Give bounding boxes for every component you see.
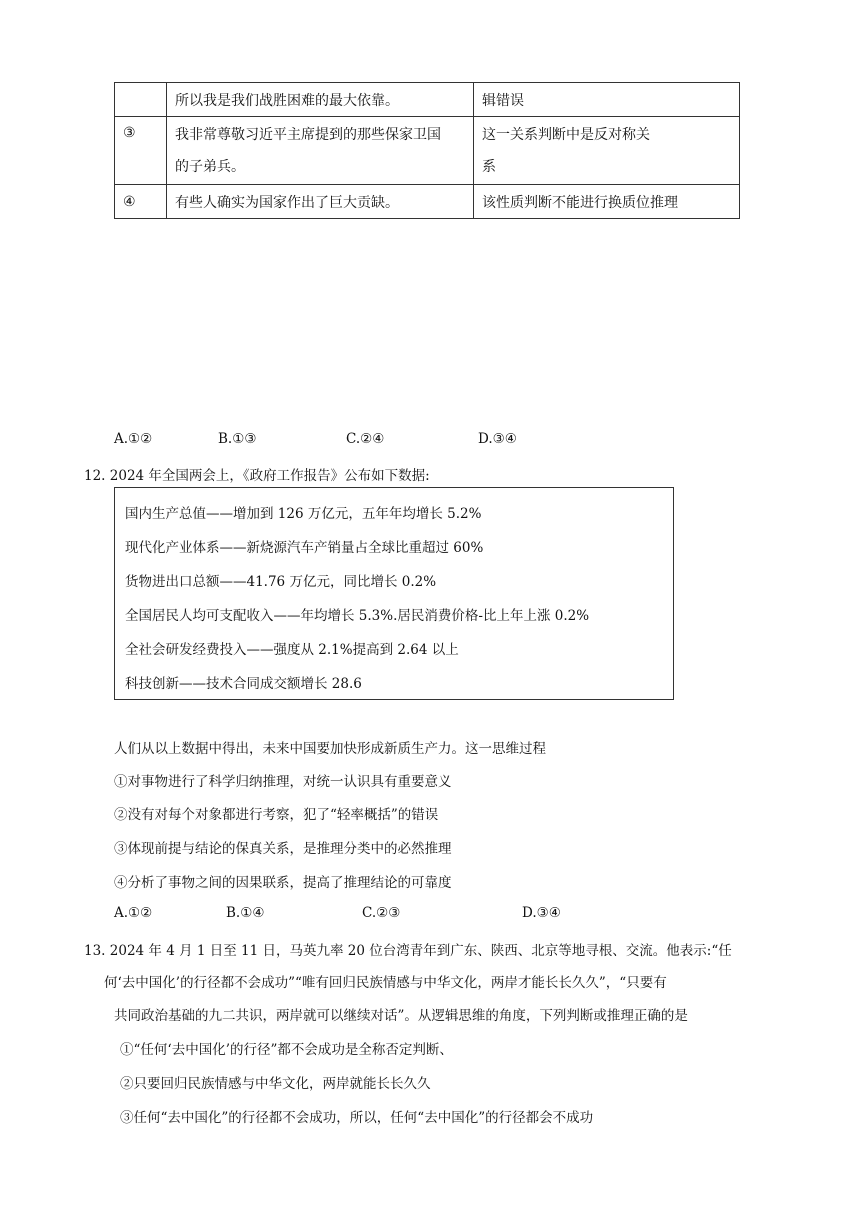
statement-text: 我非常尊敬习近平主席提到的那些保家卫国 [175,126,441,143]
option-a: A.①② [114,431,153,447]
table-row [115,185,740,219]
statement-text: 所以我是我们战胜困难的最大依靠。 [175,92,399,109]
analysis-text: 辑错误 [482,92,524,109]
analysis-text: 系 [482,158,496,175]
q13-item: ③任何“去中国化”的行径都不会成功，所以，任何“去中国化”的行径都会不成功 [120,1110,594,1126]
data-line: 全社会研发经费投入——强度从 2.1%提高到 2.64 以上 [125,642,459,658]
data-line: 全国居民人均可支配收入——年均增长 5.3%.居民消费价格-比上年上涨 0.2% [125,608,590,624]
row-analysis [474,83,740,117]
option-b: B.①④ [226,905,265,921]
option-d: D.③④ [522,905,561,921]
analysis-text: 这一关系判断中是反对称关 [482,126,650,143]
q13-stem-line: 13. 2024 年 4 月 1 日至 11 日，马英九率 20 位台湾青年到广东、陕西、北京等地寻根、交流。他表示:“任 [84,943,732,959]
option-a: A.①② [114,905,153,921]
data-line: 货物进出口总额——41.76 万亿元，同比增长 0.2% [125,574,437,590]
q12-question: 人们从以上数据中得出，未来中国要加快形成新质生产力。这一思维过程 [114,741,546,757]
option-b: B.①③ [218,431,257,447]
data-line: 现代化产业体系——新烧源汽车产销量占全球比重超过 60% [125,540,484,556]
data-line: 科技创新——技术合同成交额增长 28.6 [125,676,362,692]
row-number: ④ [115,185,167,219]
statement-text: 有些人确实为国家作出了巨大贡缺。 [175,194,399,211]
q12-item: ④分析了事物之间的因果联系，提高了推理结论的可靠度 [114,875,452,891]
q13-stem-line: 何‘去中国化’的行径都不会成功”“唯有回归民族情感与中华文化，两岸才能长长久久”，“只要有 [104,975,667,991]
option-c: C.②③ [362,905,401,921]
judgment-table [114,82,740,219]
option-c: C.②④ [346,431,385,447]
row-analysis [474,117,740,185]
row-statement [167,117,474,185]
row-statement [167,185,474,219]
row-analysis [474,185,740,219]
table-row [115,83,740,117]
option-d: D.③④ [478,431,517,447]
q12-item: ①对事物进行了科学归纳推理，对统一认识具有重要意义 [114,774,452,790]
row-number: ③ [115,117,167,185]
q12-item: ③体现前提与结论的保真关系，是推理分类中的必然推理 [114,841,452,857]
q13-item: ②只要回归民族情感与中华文化，两岸就能长长久久 [120,1076,431,1092]
table-row [115,117,740,185]
q13-item: ①“任何‘去中国化’的行径”都不会成功是全称否定判断、 [120,1042,453,1058]
row-statement [167,83,474,117]
statement-text: 的子弟兵。 [175,158,245,175]
q13-stem-line: 共同政治基础的九二共识，两岸就可以继续对话”。从逻辑思维的角度，下列判断或推理正确的是 [114,1008,688,1024]
q12-item: ②没有对每个对象都进行考察，犯了“轻率概括”的错误 [114,807,439,823]
row-number [115,83,167,117]
q12-data-box [114,487,674,700]
data-line: 国内生产总值——增加到 126 万亿元，五年年均增长 5.2% [125,506,482,522]
q12-stem: 12. 2024 年全国两会上，《政府工作报告》公布如下数据: [84,468,430,484]
analysis-text: 该性质判断不能进行换质位推理 [482,194,678,211]
